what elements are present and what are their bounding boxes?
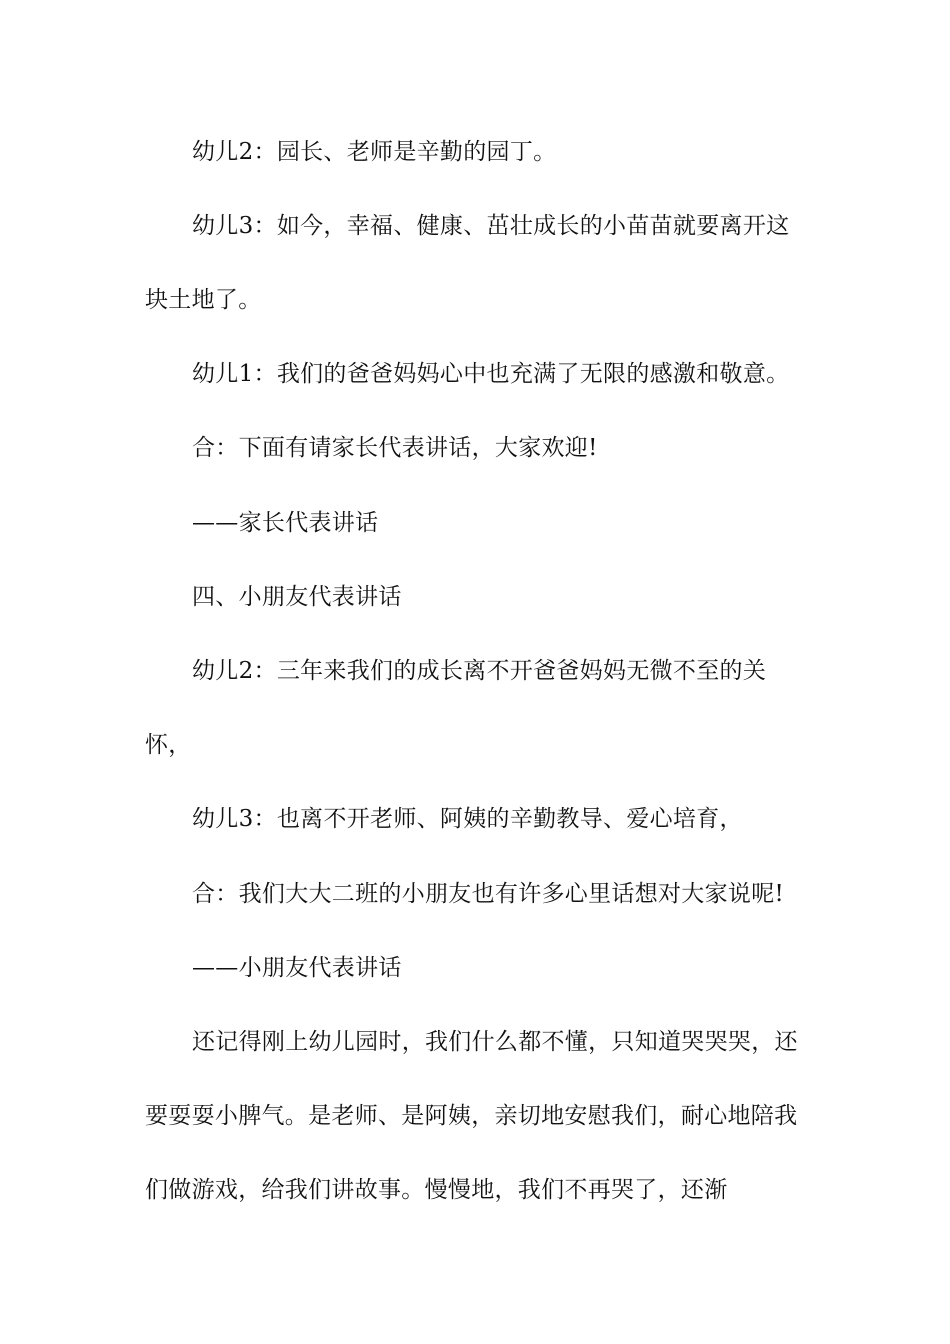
paragraph-10: 还记得刚上幼儿园时，我们什么都不懂，只知道哭哭哭，还要耍耍小脾气。是老师、是阿姨，亲切地安慰我们，耐心地陪我们做游戏，给我们讲故事。慢慢地，我们不再哭了，还渐: [145, 1029, 798, 1203]
paragraph-7: 幼儿3：也离不开老师、阿姨的辛勤教导、爱心培育，: [192, 806, 743, 832]
paragraph-5: ——家长代表讲话: [192, 510, 379, 536]
paragraph-9: ——小朋友代表讲话: [192, 955, 402, 981]
paragraph-8: 合：我们大大二班的小朋友也有许多心里话想对大家说呢!: [192, 881, 785, 907]
paragraph-3: 幼儿1：我们的爸爸妈妈心中也充满了无限的感激和敬意。: [192, 361, 790, 387]
paragraph-6: 幼儿2：三年来我们的成长离不开爸爸妈妈无微不至的关怀，: [145, 658, 767, 758]
paragraph-1: 幼儿2：园长、老师是辛勤的园丁。: [192, 139, 557, 165]
paragraph-4: 合：下面有请家长代表讲话，大家欢迎!: [192, 435, 598, 461]
paragraph-2: 幼儿3：如今，幸福、健康、茁壮成长的小苗苗就要离开这块土地了。: [145, 213, 790, 313]
section-heading: 四、小朋友代表讲话: [192, 584, 402, 610]
